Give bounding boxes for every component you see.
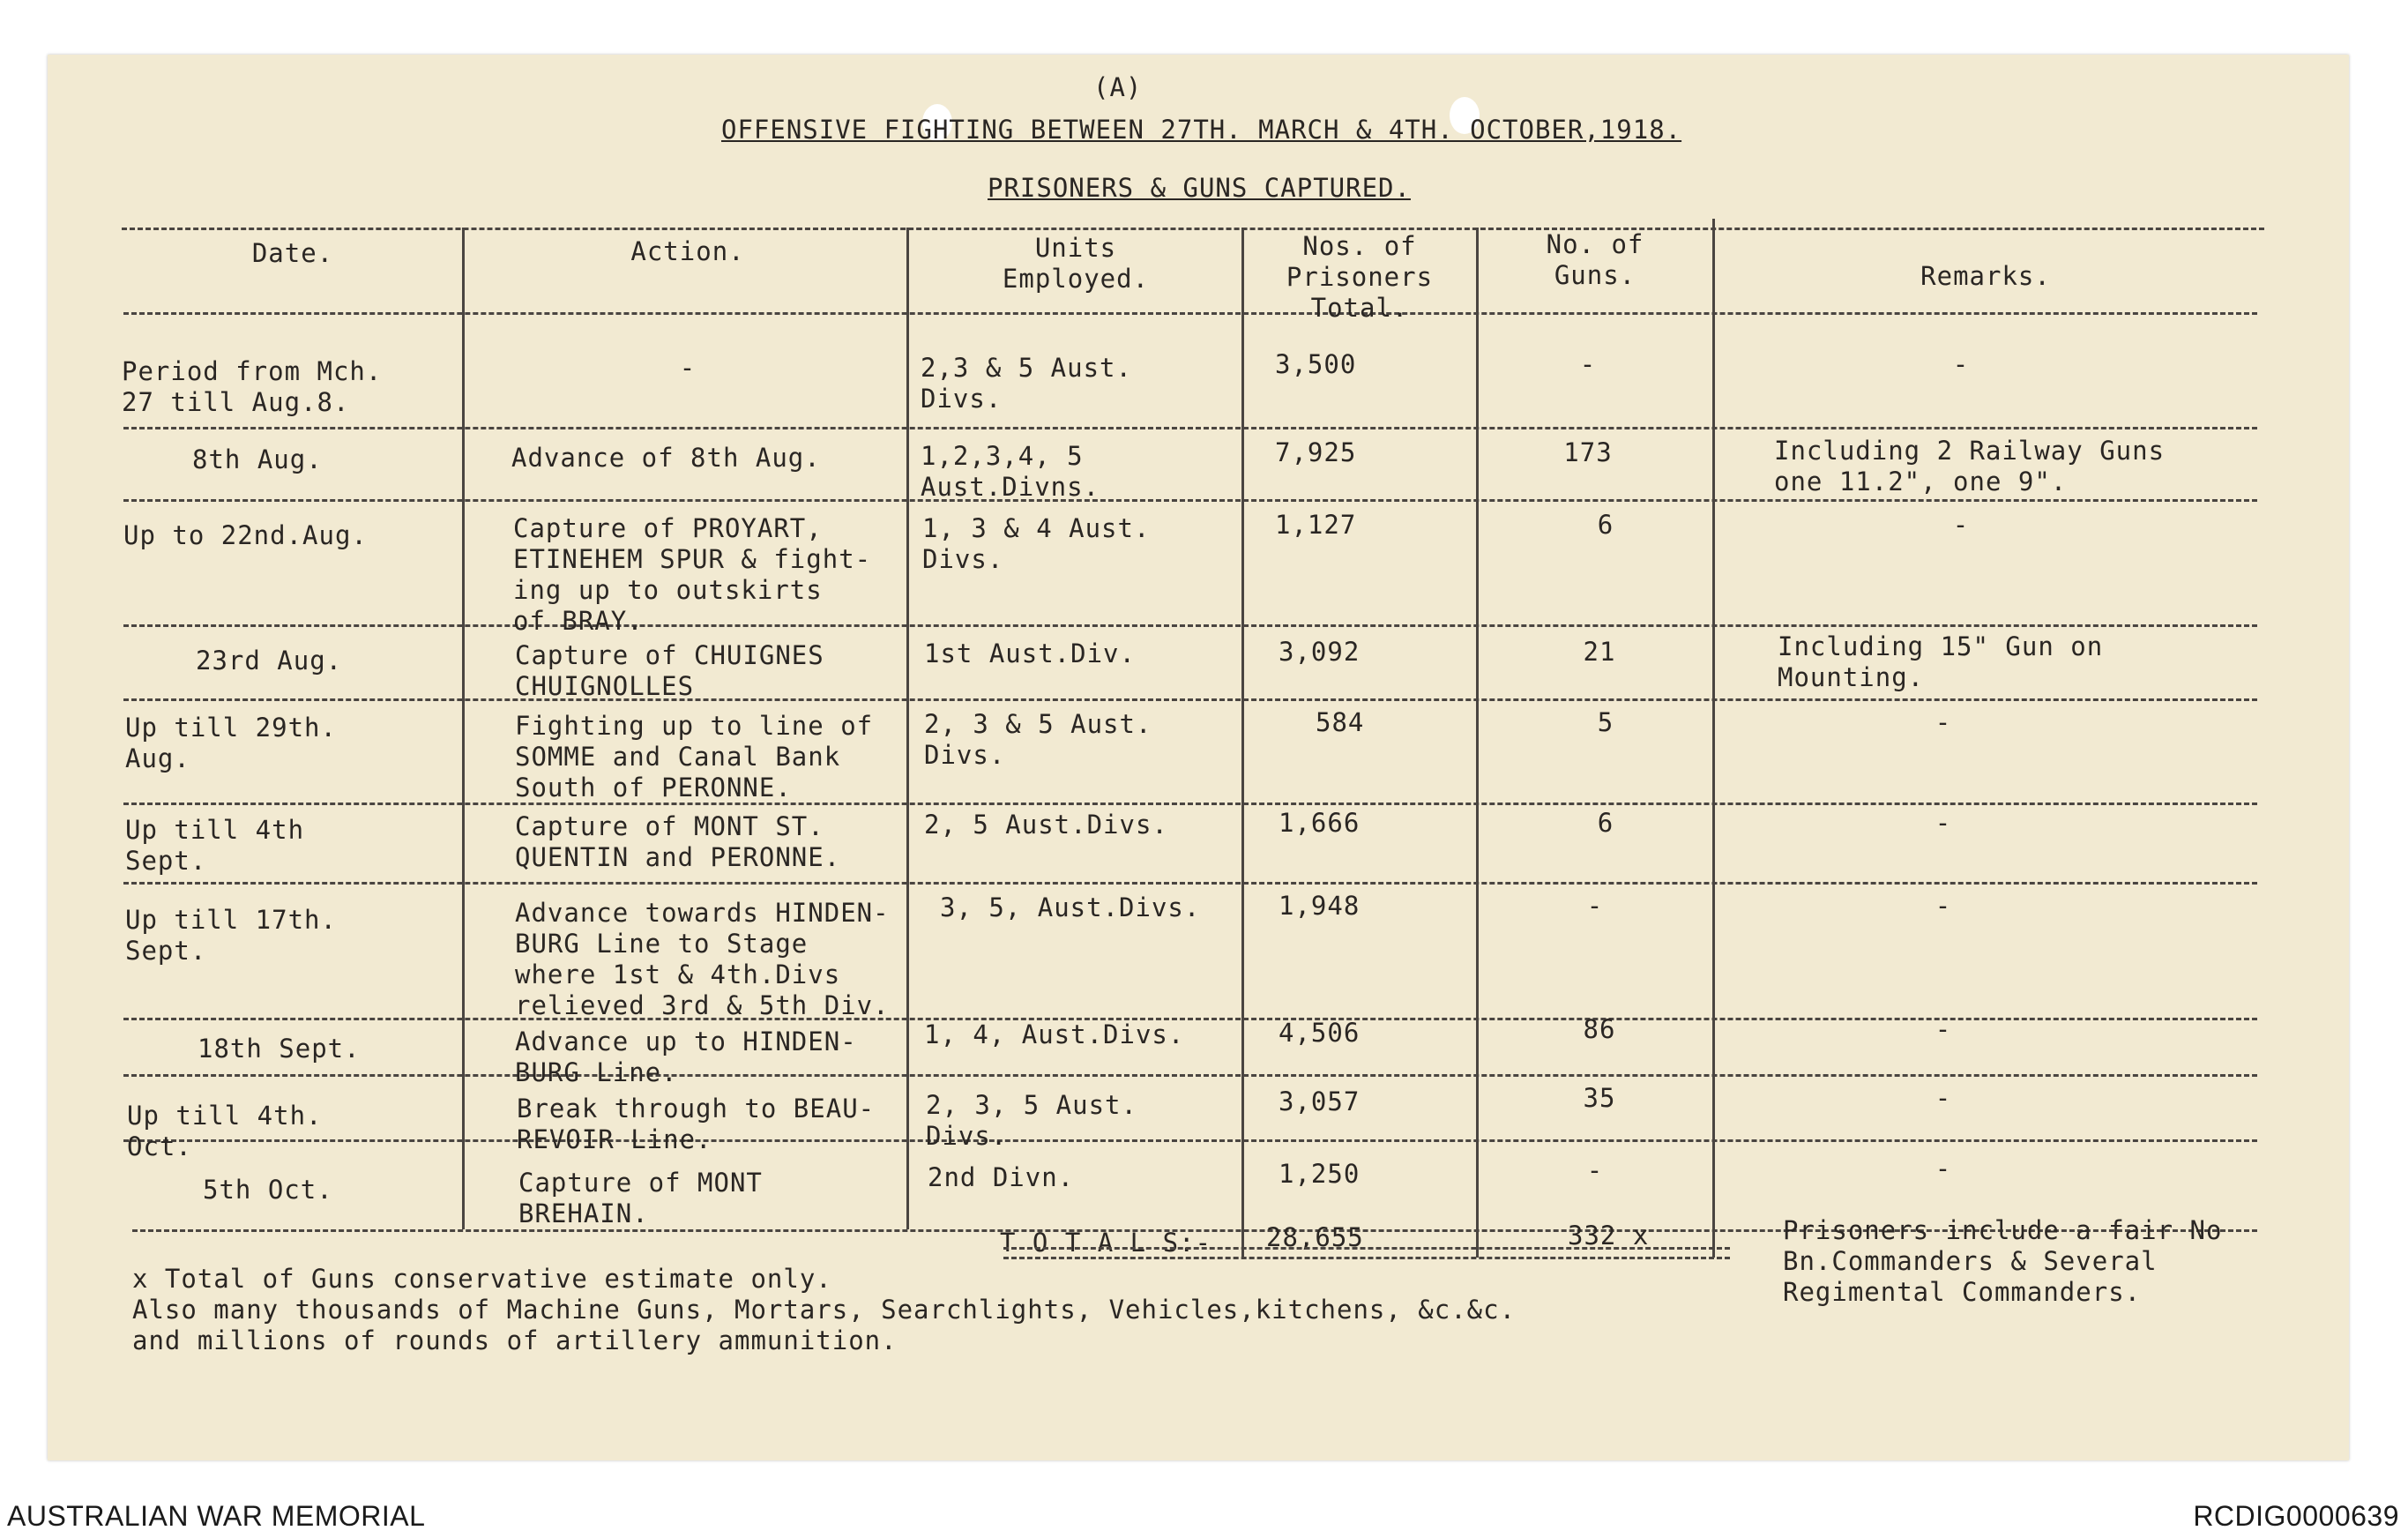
table-cell-units: 2, 5 Aust.Divs. [924,810,1168,840]
table-cell-units: 2nd Divn. [928,1162,1075,1192]
column-header-guns: No. of Guns. [1546,229,1644,290]
table-cell-guns: 173 [1563,437,1613,467]
table-cell-guns: 6 [1597,808,1614,838]
table-cell-guns: - [1579,349,1597,379]
table-cell-remarks: - [1935,1014,1952,1044]
row-rule [123,499,2257,502]
row-rule [123,1074,2257,1077]
column-header-prisoners: Nos. of Prisoners Total. [1286,231,1434,323]
table-cell-prisoners: 584 [1316,707,1365,737]
table-cell-remarks: Including 2 Railway Guns one 11.2", one 9". [1774,436,2166,496]
table-cell-action: Capture of PROYART, ETINEHEM SPUR & fight- ing up to outskirts of BRAY. [513,513,872,636]
row-rule [123,1139,2257,1142]
totals-double-rule [1003,1247,1730,1259]
table-cell-units: 1,2,3,4, 5 Aust.Divns. [921,441,1100,502]
table-cell-action: Advance up to HINDEN- BURG Line. [515,1027,857,1087]
table-cell-prisoners: 3,092 [1279,637,1361,667]
table-cell-remarks: - [1935,1083,1952,1113]
table-cell-remarks: - [1935,808,1952,838]
table-cell-prisoners: 3,057 [1279,1086,1361,1116]
table-cell-date: 8th Aug. [192,444,323,474]
table-cell-prisoners: 7,925 [1275,437,1357,467]
archive-reference: RCDIG0000639 [2193,1500,2399,1532]
table-cell-action: Capture of MONT BREHAIN. [518,1168,763,1228]
row-rule [123,698,2257,701]
table-cell-prisoners: 3,500 [1275,349,1357,379]
totals-prisoners: 28,655 [1266,1222,1364,1252]
table-cell-date: 5th Oct. [203,1175,333,1205]
column-divider [1241,228,1244,1258]
table-cell-prisoners: 1,127 [1275,510,1357,540]
table-cell-guns: 86 [1583,1014,1616,1044]
table-cell-date: Up till 4th Sept. [125,815,305,876]
table-cell-date: 23rd Aug. [196,646,343,676]
table-cell-remarks: - [1935,707,1952,737]
column-header-action: Action. [630,236,745,266]
table-cell-guns: - [1586,891,1604,921]
column-header-remarks: Remarks. [1920,261,2051,291]
table-cell-date: Period from Mch. 27 till Aug.8. [122,356,383,417]
archive-credit: AUSTRALIAN WAR MEMORIAL [7,1500,426,1532]
table-cell-action: Capture of MONT ST. QUENTIN and PERONNE. [515,811,841,872]
table-cell-action: Capture of CHUIGNES CHUIGNOLLES [515,640,824,701]
table-cell-guns: 35 [1583,1083,1616,1113]
table-cell-remarks: - [1935,891,1952,921]
table-cell-remarks: - [1952,510,1970,540]
table-cell-units: 1, 4, Aust.Divs. [924,1019,1185,1049]
table-cell-guns: 5 [1597,707,1614,737]
row-rule [123,882,2257,885]
table-top-rule [122,228,2264,230]
table-cell-date: 18th Sept. [198,1034,361,1064]
row-rule [123,803,2257,805]
table-cell-prisoners: 1,666 [1279,808,1361,838]
table-cell-date: Up till 29th. Aug. [125,713,337,773]
table-cell-action: Advance of 8th Aug. [511,443,821,473]
table-cell-prisoners: 4,506 [1279,1018,1361,1048]
table-cell-units: 2, 3, 5 Aust. Divs. [926,1090,1137,1151]
table-cell-units: 2, 3 & 5 Aust. Divs. [924,709,1152,770]
totals-guns: 332 x [1568,1221,1650,1251]
table-cell-units: 1st Aust.Div. [924,638,1136,668]
totals-label: T O T A L S:- [1000,1228,1211,1258]
table-cell-units: 2,3 & 5 Aust. Divs. [921,353,1132,414]
footnote-text: x Total of Guns conservative estimate only. Also many thousands of Machine Guns, Mortars, Searchlights, Vehicles,kitchens, &c.&c. and millions of rounds of artillery ammunition. [132,1264,1517,1355]
table-cell-date: Up till 4th. Oct. [127,1101,323,1161]
table-cell-units: 1, 3 & 4 Aust. Divs. [922,513,1151,574]
table-cell-action: Advance towards HINDEN- BURG Line to Stage where 1st & 4th.Divs relieved 3rd & 5th Div. [515,898,890,1020]
table-cell-action: Break through to BEAU- REVOIR Line. [517,1094,876,1154]
column-header-date: Date. [251,238,334,268]
table-cell-prisoners: 1,948 [1279,891,1361,921]
totals-remarks: Prisoners include a fair No Bn.Commanders & Several Regimental Commanders. [1783,1215,2223,1307]
table-cell-remarks: Including 15" Gun on Mounting. [1778,631,2104,692]
table-cell-date: Up till 17th. Sept. [125,905,337,966]
column-header-units: Units Employed. [1002,233,1150,294]
table-cell-guns: - [1586,1155,1604,1185]
table-cell-prisoners: 1,250 [1279,1159,1361,1189]
table-cell-guns: 6 [1597,510,1614,540]
header-bottom-rule [123,312,2257,315]
row-rule [123,624,2257,627]
table-cell-action: - [679,353,697,383]
table-cell-date: Up to 22nd.Aug. [123,520,368,550]
document-marker: (A) [1093,72,1143,102]
table-cell-remarks: - [1952,349,1970,379]
document-subtitle: PRISONERS & GUNS CAPTURED. [988,173,1411,203]
table-cell-remarks: - [1935,1154,1952,1183]
document-title: OFFENSIVE FIGHTING BETWEEN 27TH. MARCH & 4TH. OCTOBER,1918. [721,115,1682,145]
row-rule [123,427,2257,429]
table-cell-guns: 21 [1583,637,1616,667]
column-divider [462,228,465,1229]
table-cell-units: 3, 5, Aust.Divs. [940,892,1201,922]
table-cell-action: Fighting up to line of SOMME and Canal Bank South of PERONNE. [515,711,874,803]
